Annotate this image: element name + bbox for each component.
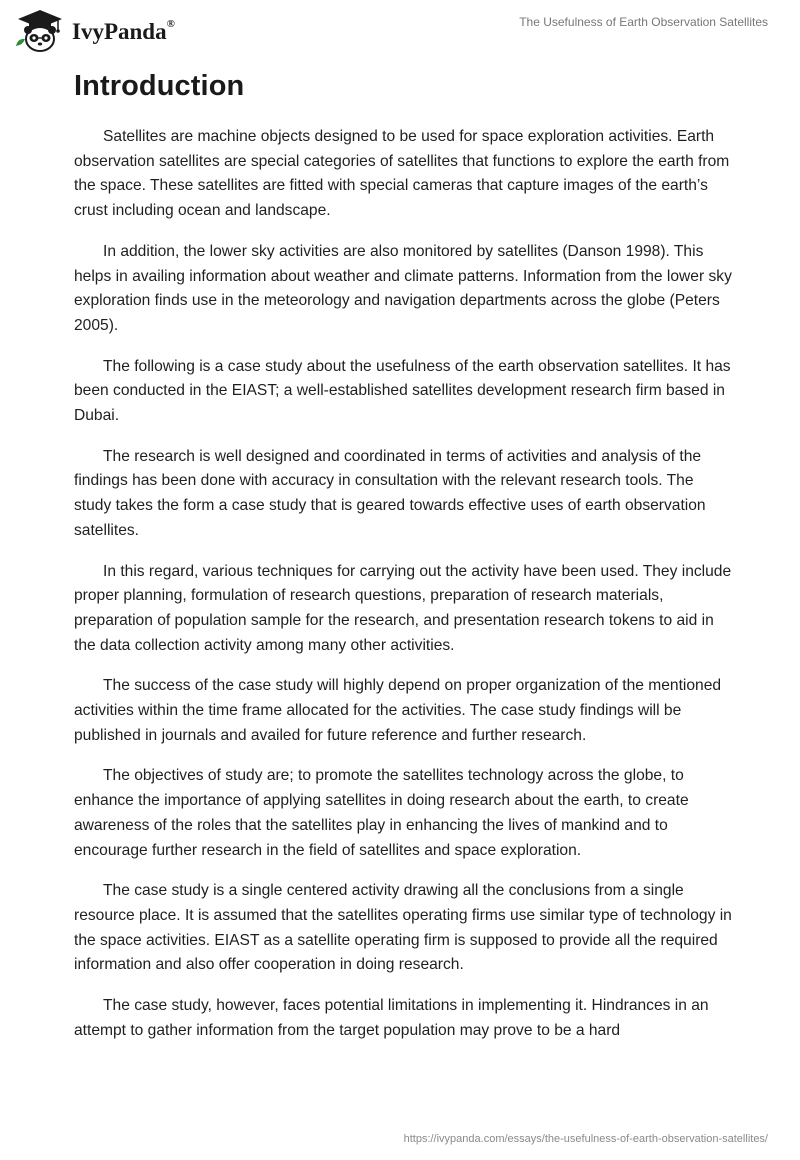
page-header — [0, 0, 800, 60]
paragraph: In this regard, various techniques for carrying out the activity have been used. They include proper planning, formulation of research questions, preparation of research materials, preparation of population sample for the research, and presentation research tokens to aid in the data collection activity among many other activities. — [74, 562, 732, 654]
article-body — [74, 70, 734, 1060]
paragraph: The research is well designed and coordinated in terms of activities and analysis of the findings has been done with accuracy in consultation with the relevant research tools. The study takes the form a case study that is geared towards effective uses of earth observation satellites. — [74, 447, 706, 539]
ivypanda-logo[interactable] — [14, 8, 175, 54]
paragraph: Satellites are machine objects designed to be used for space exploration activities. Earth observation satellites are special categories of satellites that functions to explore the earth from the space. These satellites are fitted with special cameras that capture images of the earth’s crust including ocean and landscape. — [74, 128, 730, 220]
paragraph: The case study, however, faces potential limitations in implementing it. Hindrances in an attempt to gather information from the target population may prove to be a hard — [74, 997, 709, 1039]
panda-graduate-icon — [14, 8, 66, 54]
document-title: The Usefulness of Earth Observation Satellites — [519, 15, 768, 29]
paragraph: The objectives of study are; to promote the satellites technology across the globe, to enhance the importance of applying satellites in doing research about the earth, to create awareness of the roles that the satellites play in enhancing the lives of mankind and to encourage further research in the field of satellites and space exploration. — [74, 767, 689, 859]
source-url[interactable]: https://ivypanda.com/essays/the-usefulness-of-earth-observation-satellites/ — [403, 1133, 768, 1145]
section-heading: Introduction — [74, 70, 245, 102]
paragraph: In addition, the lower sky activities are also monitored by satellites (Danson 1998). This helps in availing information about weather and climate patterns. Information from the lower sky exploration finds use in the meteorology and navigation departments across the globe (Peters 2005). — [74, 242, 732, 334]
paragraph: The following is a case study about the usefulness of the earth observation satellites. It has been conducted in the EIAST; a well-established satellites development research firm based in Dubai. — [74, 357, 731, 425]
paragraph: The success of the case study will highly depend on proper organization of the mentioned activities within the time frame allocated for the activities. The case study findings will be published in journals and availed for future reference and further research. — [74, 677, 722, 744]
paragraph: The case study is a single centered activity drawing all the conclusions from a single resource place. It is assumed that the satellites operating firms use similar type of technology in the space activities. EIAST as a satellite operating firm is supposed to provide all the required information and also offer cooperation in doing research. — [74, 882, 732, 974]
brand-name: IvyPanda® — [72, 18, 175, 44]
